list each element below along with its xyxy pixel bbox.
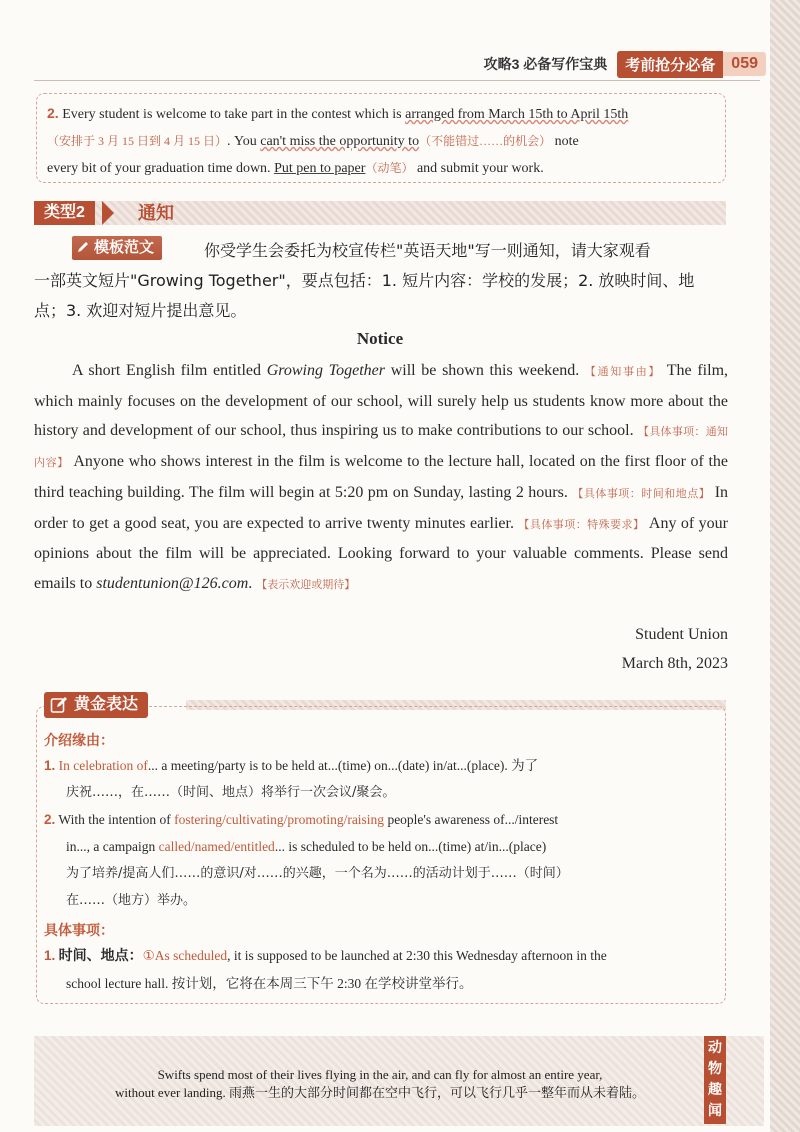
fun-fact-text: [70, 1066, 690, 1102]
fun-fact-line-2: without ever landing. 雨燕一生的大部分时间都在空中飞行，可以飞行几乎一整年而从未着陆。: [114, 1085, 646, 1100]
section-badge: 考前抢分必备: [617, 51, 723, 78]
circled-number: ①: [142, 948, 155, 963]
annotation: 【具体事项：通知内容】: [34, 425, 729, 470]
signature: Student Union: [635, 626, 728, 643]
text-span: Every student is welcome to take part in the contest which is: [62, 107, 406, 122]
prompt-line-1: 你受学生会委托为校宣传栏"英语天地"写一则通知，请大家观看: [204, 241, 651, 260]
phrase-highlight: As scheduled: [154, 948, 228, 963]
text-span: A short English film entitled: [72, 362, 267, 379]
phrase-highlight: Put pen to paper: [274, 161, 366, 176]
notice-body: [34, 356, 728, 600]
annotation: 【通知事由】: [584, 365, 662, 378]
text-span: . You: [227, 134, 261, 149]
expression-label: 时间、地点：: [58, 948, 143, 964]
text-span: Any of your opinions about the film will be appreciated. Looking forward to your valuable comments. Please send emails to: [34, 514, 729, 592]
text-span: The film, which mainly focuses on the development of our school, will surely help us students know more about the history and development of our school, thus inspiring us to make contributions to our school.: [34, 362, 729, 440]
expression-1-translation: 庆祝……，在……（时间、地点）将举行一次会议/聚会。: [66, 785, 396, 800]
page-number: 059: [723, 52, 766, 76]
golden-expressions-tag: [44, 692, 148, 718]
example-line-1: [47, 100, 715, 128]
type-title: 通知: [138, 203, 174, 223]
text-span: In order to get a good seat, you are expected to arrive twenty minutes earlier.: [34, 483, 729, 532]
guide-title: 攻略3 必备写作宝典: [483, 56, 608, 72]
expression-2: [44, 806, 720, 914]
text-span: , it is supposed to be launched at 2:30 this Wednesday afternoon in the: [227, 948, 607, 963]
email-address: studentunion@126.com: [96, 574, 249, 592]
phrase-highlight: arranged from March 15th to April 15th: [405, 107, 629, 122]
model-essay-label: 模板范文: [94, 239, 155, 256]
text-span: ... is scheduled to be held on...(time) at/in...(place): [274, 839, 547, 854]
text-span: .: [248, 574, 253, 592]
intro-heading: 介绍缘由：: [44, 733, 114, 749]
pencil-icon: [76, 240, 90, 254]
chinese-note: （安排于 3 月 15 日到 4 月 15 日）: [47, 134, 228, 148]
item-number: 2.: [44, 812, 56, 827]
phrase-highlight: fostering/cultivating/promoting/raising: [174, 812, 385, 827]
phrase-highlight: called/named/entitled: [158, 839, 275, 854]
header-divider: [34, 80, 760, 81]
fun-fact-tag: 动物趣闻: [704, 1036, 726, 1124]
annotation: 【具体事项：特殊要求】: [518, 517, 645, 531]
expression-2-translation-2: 在……（地方）举办。: [66, 893, 197, 908]
text-span: in..., a campaign: [66, 839, 159, 854]
text-span: will be shown this weekend.: [385, 362, 580, 379]
item-number: 2.: [47, 105, 59, 121]
details-heading: 具体事项：: [44, 923, 114, 939]
model-essay-tag: [72, 236, 162, 260]
item-number: 1.: [44, 758, 56, 773]
text-span: and submit your work.: [413, 161, 544, 176]
text-span: people's awareness of.../interest: [384, 812, 559, 827]
expression-2-translation-1: 为了培养/提高人们……的意识/对……的兴趣，一个名为……的活动计划于……（时间）: [66, 866, 569, 881]
prompt-line-3: 点；3. 欢迎对短片提出意见。: [34, 301, 247, 320]
edit-icon: [50, 696, 68, 714]
notice-date: March 8th, 2023: [621, 655, 728, 672]
text-span: every bit of your graduation time down.: [47, 161, 275, 176]
film-title: Growing Together: [266, 362, 385, 379]
phrase-highlight: In celebration of: [58, 758, 148, 773]
text-span: ... a meeting/party is to be held at...(time) on...(date) in/at...(place). 为了: [147, 758, 539, 773]
notice-title: Notice: [356, 329, 404, 348]
annotation: 【表示欢迎或期待】: [256, 577, 356, 591]
annotation: 【具体事项：时间和地点】: [572, 486, 711, 500]
page-header: [484, 50, 766, 78]
golden-expressions-label: 黄金表达: [74, 696, 139, 713]
chinese-note: （不能错过……的机会）: [419, 134, 552, 148]
fun-fact-line-1: Swifts spend most of their lives flying in the air, and can fly for almost an entire year,: [157, 1067, 603, 1082]
example-line-2: [47, 128, 715, 155]
text-span: Anyone who shows interest in the film is welcome to the lecture hall, located on the first floor of the third teaching building. The film will begin at 5:20 pm on Sunday, lasting 2 hours.: [34, 453, 729, 501]
prompt-line-2: 一部英文短片"Growing Together"，要点包括：1. 短片内容：学校的发展；2. 放映时间、地: [34, 271, 695, 290]
expression-3: [44, 942, 720, 997]
example-box: [36, 93, 726, 183]
type-tag: 类型2: [34, 201, 95, 225]
expression-3-line-2: school lecture hall. 按计划，它将在本周三下午 2:30 在学校讲堂举行。: [66, 976, 473, 991]
text-span: note: [551, 134, 579, 149]
decorative-edge-strip: [770, 0, 800, 1132]
phrase-highlight: can't miss the opportunity to: [260, 134, 420, 149]
text-span: With the intention of: [58, 812, 175, 827]
chinese-note: （动笔）: [365, 161, 414, 175]
chevron-right-icon: [102, 201, 114, 225]
item-number: 1.: [44, 948, 56, 963]
example-line-3: [47, 155, 715, 182]
expression-1: [44, 752, 720, 806]
